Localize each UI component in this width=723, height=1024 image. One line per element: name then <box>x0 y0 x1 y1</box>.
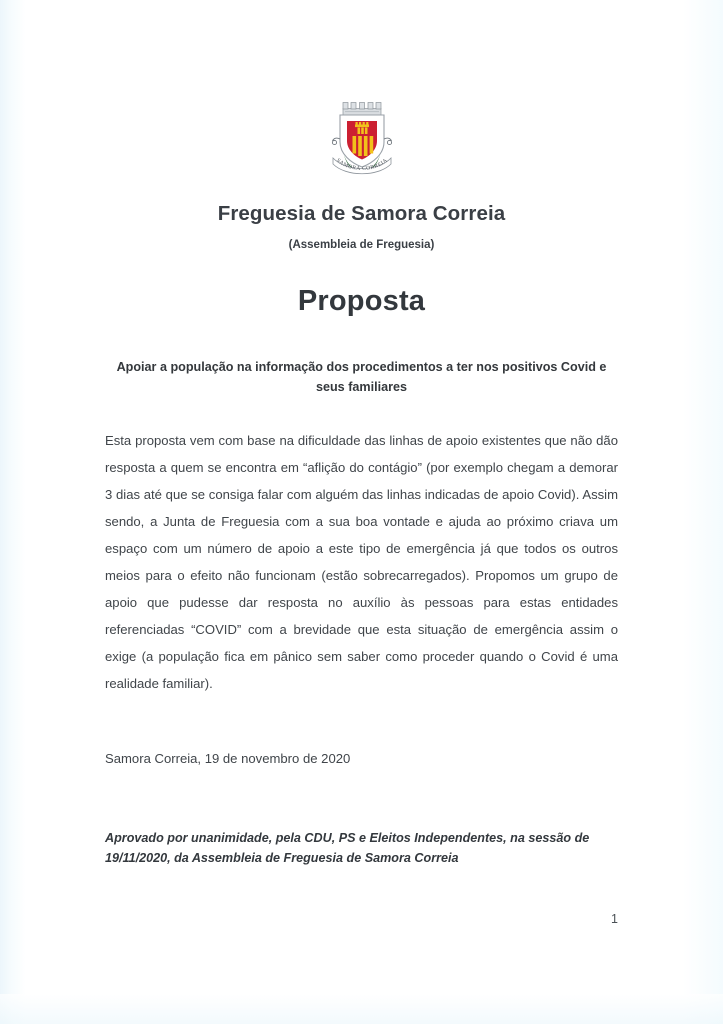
document-title: Proposta <box>297 285 426 317</box>
place-and-date-line: Samora Correia, 19 de novembro de 2020 <box>105 750 351 766</box>
page-number: 1 <box>611 912 618 926</box>
organization-subtitle: (Assembleia de Freguesia) <box>288 239 435 251</box>
proposal-body-paragraph: Esta proposta vem com base na dificuldade das linhas de apoio existentes que não dão resposta a quem se encontra em “aflição do contágio” (por exemplo chegam a demorar 3 dias até que se consiga falar com alguém das linhas indicadas de apoio Covid). Assim sendo, a Junta de Freguesia com a sua boa vontade e ajuda ao próximo criava um espaço com um número de apoio a este tipo de emergência já que todos os outros meios para o efeito não funcionam (estão sobrecarregados). Propomos um grupo de apoio que pudesse dar resposta no auxílio às pessoas para estas entidades referenciadas “COVID” com a brevidade que esta situação de emergência assim o exige (a população fica em pânico sem saber como proceder quando o Covid é uma realidade familiar). <box>105 433 618 691</box>
document-subject: Apoiar a população na informação dos procedimentos a ter nos positivos Covid e seus familiares <box>116 360 607 394</box>
crest-ribbon-text: SAMORA CORREIA <box>334 157 389 173</box>
crest-container <box>105 0 618 180</box>
approval-note: Aprovado por unanimidade, pela CDU, PS e Eleitos Independentes, na sessão de 19/11/2020, da Assembleia de Freguesia de Samora Correia <box>105 831 590 866</box>
coat-of-arms-icon <box>326 96 398 178</box>
organization-title: Freguesia de Samora Correia <box>217 202 506 225</box>
